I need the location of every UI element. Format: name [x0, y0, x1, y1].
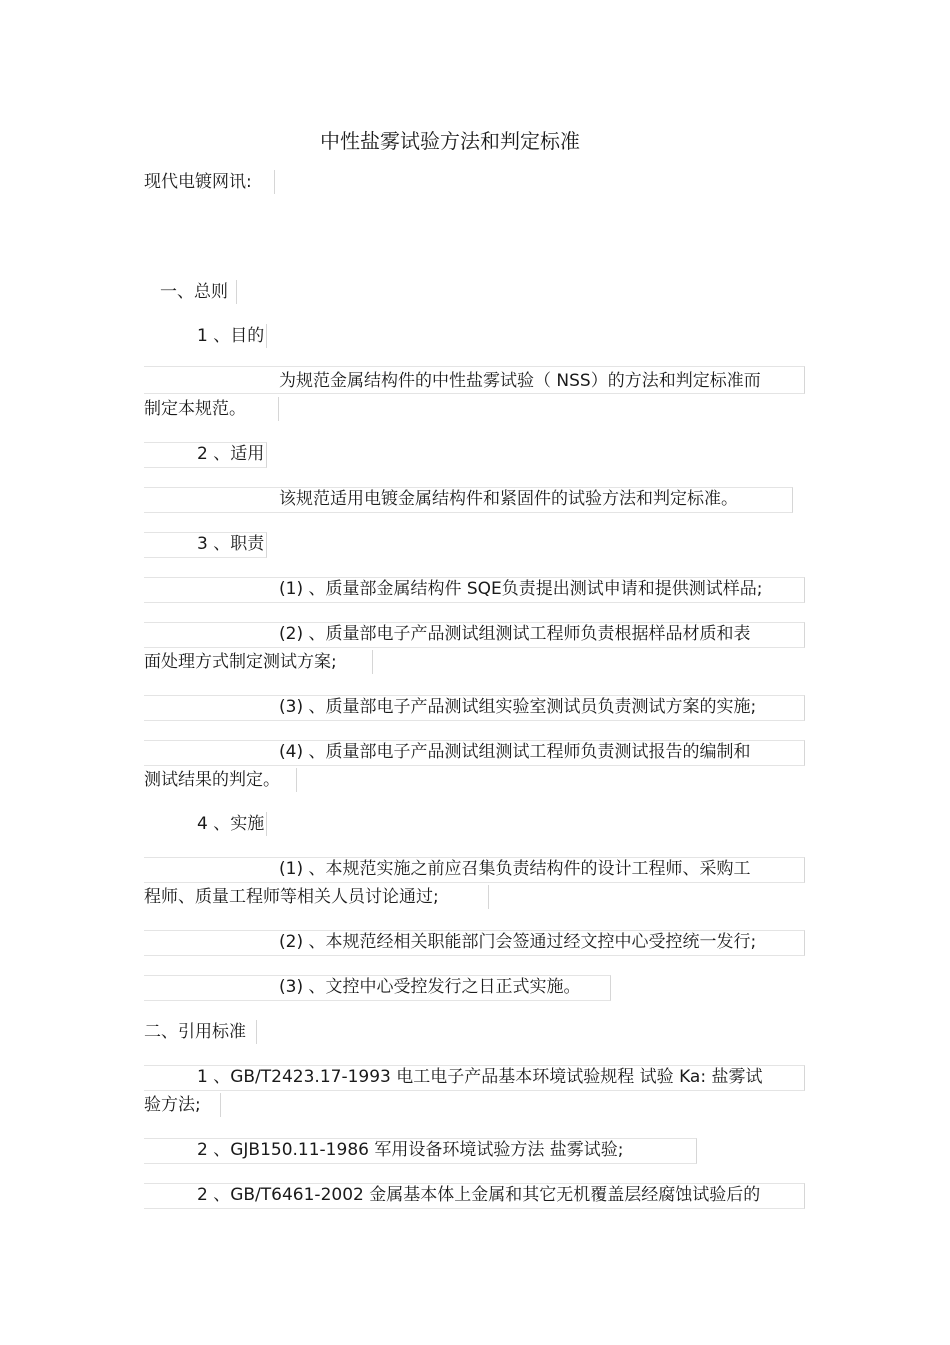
- item-3-para-3: (3) 、质量部电子产品测试组实验室测试员负责测试方案的实施;: [279, 697, 757, 717]
- divider: [296, 768, 297, 792]
- item-2-label: 2 、适用: [197, 444, 265, 464]
- divider: [488, 885, 489, 909]
- section-1-heading: 一、总则: [160, 282, 228, 302]
- divider: [256, 1020, 257, 1044]
- divider: [220, 1093, 221, 1117]
- reference-2: 2 、GJB150.11-1986 军用设备环境试验方法 盐雾试验;: [197, 1140, 624, 1160]
- item-3-para-2a: (2) 、质量部电子产品测试组测试工程师负责根据样品材质和表: [279, 624, 751, 644]
- item-3-label: 3 、职责: [197, 534, 265, 554]
- item-4-para-1b: 程师、质量工程师等相关人员讨论通过;: [144, 887, 439, 907]
- text-frame: [144, 532, 267, 558]
- item-4-para-2: (2) 、本规范经相关职能部门会签通过经文控中心受控统一发行;: [279, 932, 757, 952]
- divider: [278, 397, 279, 421]
- item-4-label: 4 、实施: [197, 814, 265, 834]
- reference-1a: 1 、GB/T2423.17-1993 电工电子产品基本环境试验规程 试验 Ka: 盐雾试: [197, 1067, 763, 1087]
- item-3-para-1: (1) 、质量部金属结构件 SQE负责提出测试申请和提供测试样品;: [279, 579, 763, 599]
- divider: [236, 280, 237, 304]
- source-line: 现代电镀网讯:: [144, 172, 252, 192]
- reference-3: 2 、GB/T6461-2002 金属基本体上金属和其它无机覆盖层经腐蚀试验后的: [197, 1185, 761, 1205]
- item-3-para-4a: (4) 、质量部电子产品测试组测试工程师负责测试报告的编制和: [279, 742, 751, 762]
- divider: [266, 324, 267, 348]
- item-4-para-1a: (1) 、本规范实施之前应召集负责结构件的设计工程师、采购工: [279, 859, 751, 879]
- item-3-para-2b: 面处理方式制定测试方案;: [144, 652, 337, 672]
- item-1-label: 1 、目的: [197, 326, 265, 346]
- page-title: 中性盐雾试验方法和判定标准: [320, 129, 580, 153]
- item-3-para-4b: 测试结果的判定。: [144, 770, 280, 790]
- item-1-text-1: 为规范金属结构件的中性盐雾试验（ NSS）的方法和判定标准而: [279, 371, 761, 391]
- text-frame: [144, 442, 267, 468]
- divider: [266, 812, 267, 836]
- divider: [372, 650, 373, 674]
- reference-1b: 验方法;: [144, 1095, 201, 1115]
- section-2-heading: 二、引用标准: [144, 1022, 246, 1042]
- divider: [274, 170, 275, 194]
- item-2-text: 该规范适用电镀金属结构件和紧固件的试验方法和判定标准。: [279, 489, 738, 509]
- item-1-text-2: 制定本规范。: [144, 399, 246, 419]
- item-4-para-3: (3) 、文控中心受控发行之日正式实施。: [279, 977, 581, 997]
